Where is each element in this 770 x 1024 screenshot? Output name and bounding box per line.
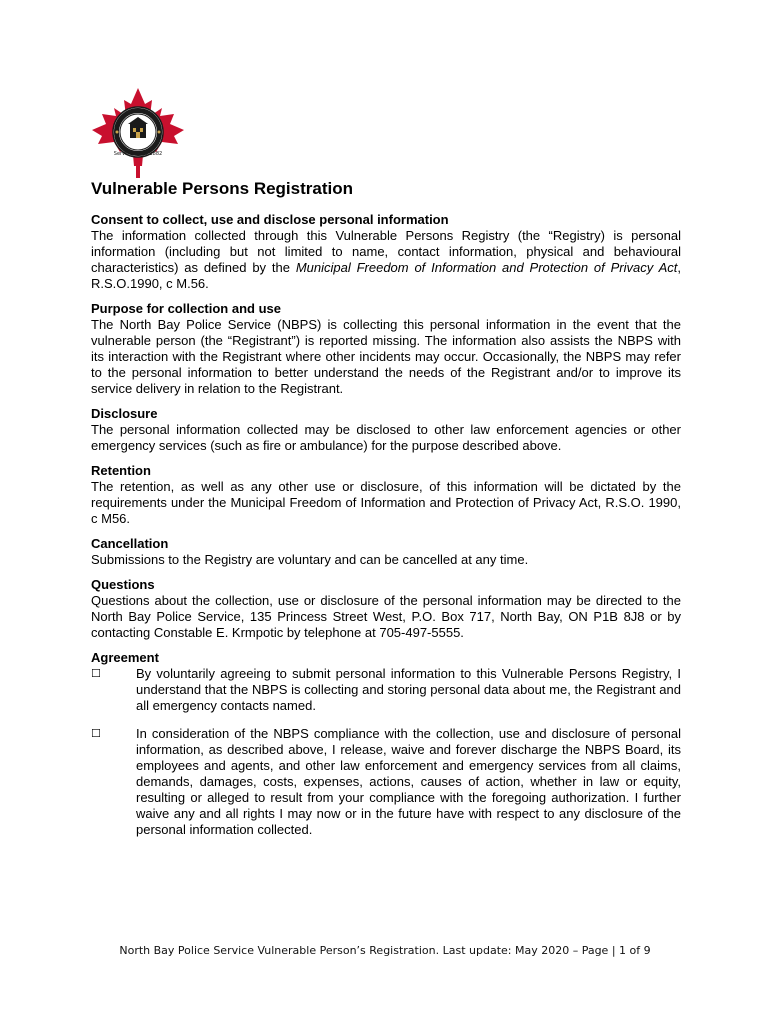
agreement-heading: Agreement (91, 650, 159, 665)
agreement-checkbox[interactable]: ☐ (91, 727, 101, 740)
disclosure-heading: Disclosure (91, 406, 158, 421)
page-footer: North Bay Police Service Vulnerable Person’s Registration. Last update: May 2020 – Page | 1 of 9 (119, 944, 651, 957)
cancellation-section (91, 536, 681, 568)
maple-leaf-crest-icon (90, 86, 186, 178)
agreement-item (91, 726, 681, 838)
agreement-item-text: In consideration of the NBPS compliance with the collection, use and disclosure of personal information, as described above, I release, waive and forever discharge the NBPS Board, its employees and agents, and other law enforcement and emergency services from all claims, demands, damages, costs, expenses, actions, causes of action, whether in law or equity, resulting or alleged to result from your compliance with the foregoing authorization. I further waive any and all rights I may now or in the future have with respect to any disclosure of the personal information collected. (136, 726, 681, 837)
purpose-text: The North Bay Police Service (NBPS) is collecting this personal information in the event that the vulnerable person (the “Registrant”) is reported missing. The information also assists the NBPS with its interaction with the Registrant where other incidents may occur. Occasionally, the NBPS may refer to the personal information to better understand the needs of the Registrant and/or to improve its service delivery in relation to the Registrant. (91, 317, 681, 396)
police-crest-logo (90, 86, 186, 178)
act-name: Municipal Freedom of Information and Protection of Privacy Act (295, 260, 678, 275)
questions-heading: Questions (91, 577, 155, 592)
agreement-section (91, 650, 681, 838)
cancellation-text: Submissions to the Registry are voluntary and can be cancelled at any time. (91, 552, 529, 567)
agreement-item-text: By voluntarily agreeing to submit personal information to this Vulnerable Persons Registry, I understand that the NBPS is collecting and storing personal data about me, the Registrant and all emergency contacts named. (136, 666, 681, 713)
cancellation-heading: Cancellation (91, 536, 169, 551)
page-title: Vulnerable Persons Registration (91, 179, 353, 198)
purpose-heading: Purpose for collection and use (91, 301, 281, 316)
purpose-section (91, 301, 681, 397)
consent-section (91, 212, 681, 292)
retention-section (91, 463, 681, 527)
svg-text:Serving Since 1882: Serving Since 1882 (113, 151, 163, 157)
retention-heading: Retention (91, 463, 151, 478)
consent-heading: Consent to collect, use and disclose personal information (91, 212, 449, 227)
questions-text: Questions about the collection, use or disclosure of the personal information may be directed to the North Bay Police Service, 135 Princess Street West, P.O. Box 717, North Bay, ON P1B 8J8 or by contacting Constable E. Krmpotic by telephone at 705-497-5555. (91, 593, 681, 640)
questions-section (91, 577, 681, 641)
consent-text: The information collected through this Vulnerable Persons Registry (the “Registry) is personal information (including but not limited to name, contact information, physical and behavioural characteristics) as defined by the Municipal Freedom of Information and Protection of Privacy Act, R.S.O.1990, c M.56. (91, 228, 682, 291)
disclosure-section (91, 406, 681, 454)
document-body (91, 178, 681, 850)
agreement-item (91, 666, 681, 714)
retention-text: The retention, as well as any other use or disclosure, of this information will be dictated by the requirements under the Municipal Freedom of Information and Protection of Privacy Act, R.S.O. 1990, c M56. (91, 479, 681, 526)
agreement-checkbox[interactable]: ☐ (91, 667, 101, 680)
disclosure-text: The personal information collected may be disclosed to other law enforcement agencies or other emergency services (such as fire or ambulance) for the purpose described above. (91, 422, 681, 453)
